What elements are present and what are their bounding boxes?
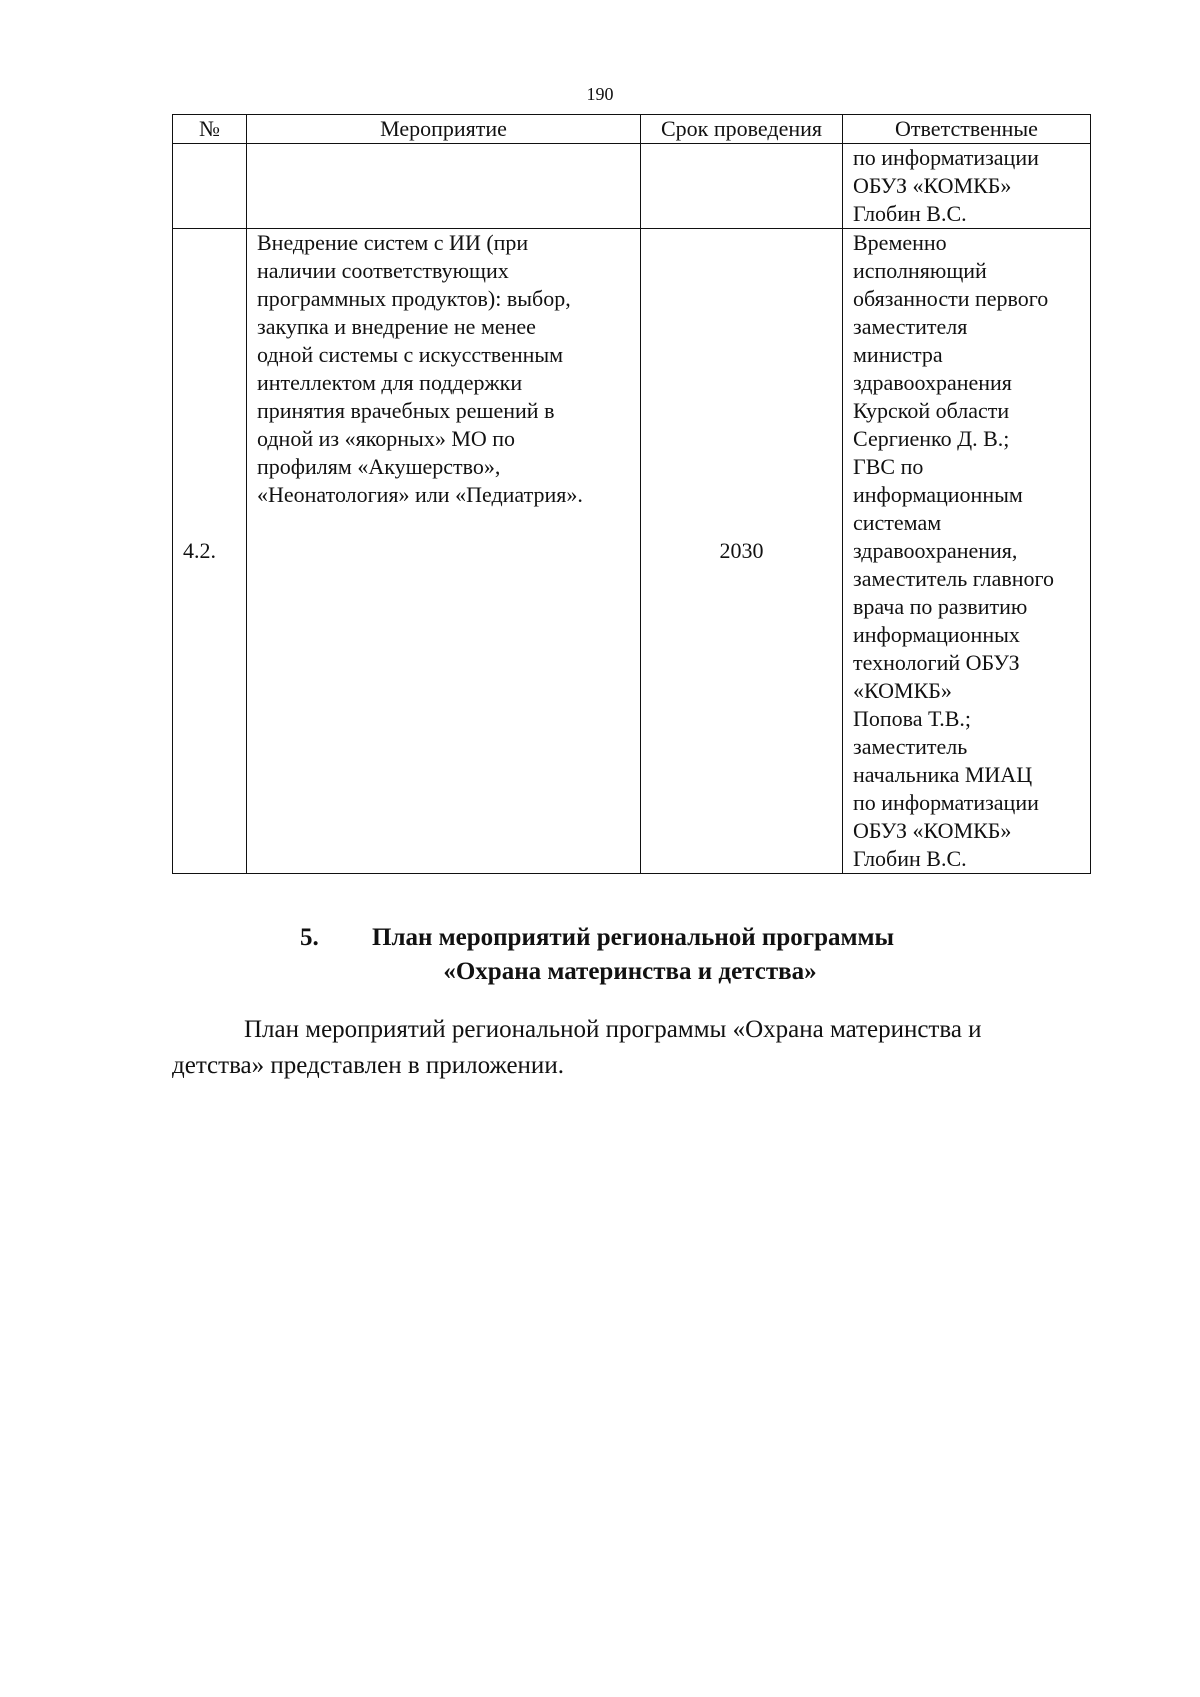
cell-event [247, 229, 641, 874]
header-responsible: Ответственные [843, 115, 1091, 144]
cell-responsible [843, 229, 1091, 874]
responsible-line: информационным [853, 482, 1023, 507]
responsible-line: обязанности первого [853, 286, 1049, 311]
event-line: принятия врачебных решений в [257, 398, 555, 423]
event-line: Внедрение систем с ИИ (при [257, 230, 529, 255]
section-title-line2: «Охрана материнства и детства» [443, 958, 817, 985]
cell-event [247, 144, 641, 229]
header-term: Срок проведения [641, 115, 843, 144]
cell-responsible [843, 144, 1091, 229]
event-line: закупка и внедрение не менее [257, 314, 536, 339]
table-row-continuation [173, 144, 1091, 229]
paragraph-line2: детства» представлен в приложении. [172, 1052, 564, 1079]
responsible-line: Временно [853, 230, 947, 255]
header-number: № [173, 115, 247, 144]
responsible-line: «КОМКБ» [853, 678, 952, 703]
responsible-line: Курской области [853, 398, 1010, 423]
responsible-line: здравоохранения [853, 370, 1012, 395]
responsible-line: исполняющий [853, 258, 987, 283]
responsible-line: технологий ОБУЗ [853, 650, 1020, 675]
plan-table [172, 114, 1091, 874]
table-row-4-2 [173, 229, 1091, 874]
event-line: профилям «Акушерство», [257, 454, 501, 479]
responsible-line: здравоохранения, [853, 538, 1018, 563]
event-line: интеллектом для поддержки [257, 370, 523, 395]
responsible-line: ГВС по [853, 454, 924, 479]
event-line: наличии соответствующих [257, 258, 509, 283]
table-header-row [173, 115, 1091, 144]
responsible-line: ОБУЗ «КОМКБ» [853, 818, 1012, 843]
responsible-line: Попова Т.В.; [853, 706, 972, 731]
responsible-line: Глобин В.С. [853, 846, 967, 871]
event-line: одной из «якорных» МО по [257, 426, 516, 451]
event-line: программных продуктов): выбор, [257, 286, 571, 311]
cell-number: 4.2. [173, 229, 247, 874]
responsible-line: по информатизации [853, 145, 1039, 170]
body-paragraph [172, 1012, 1090, 1084]
event-line: «Неонатология» или «Педиатрия». [257, 482, 583, 507]
responsible-line: по информатизации [853, 790, 1039, 815]
page-number: 190 [586, 84, 614, 104]
responsible-line: ОБУЗ «КОМКБ» [853, 173, 1012, 198]
header-event: Мероприятие [247, 115, 641, 144]
paragraph-line1: План мероприятий региональной программы «Охрана материнства и [244, 1016, 982, 1043]
responsible-line: врача по развитию [853, 594, 1028, 619]
responsible-line: заместитель [853, 734, 968, 759]
cell-term: 2030 [641, 229, 843, 874]
responsible-line: информационных [853, 622, 1020, 647]
responsible-line: Глобин В.С. [853, 201, 967, 226]
section-number: 5. [300, 924, 319, 951]
section-title-line1: План мероприятий региональной программы [372, 924, 895, 951]
section-heading-line1 [300, 921, 894, 955]
responsible-line: заместителя [853, 314, 968, 339]
responsible-line: заместитель главного [853, 566, 1055, 591]
responsible-line: Сергиенко Д. В.; [853, 426, 1010, 451]
responsible-line: начальника МИАЦ [853, 762, 1033, 787]
responsible-line: системам [853, 510, 942, 535]
cell-term [641, 144, 843, 229]
event-line: одной системы с искусственным [257, 342, 564, 367]
responsible-line: министра [853, 342, 943, 367]
cell-number [173, 144, 247, 229]
